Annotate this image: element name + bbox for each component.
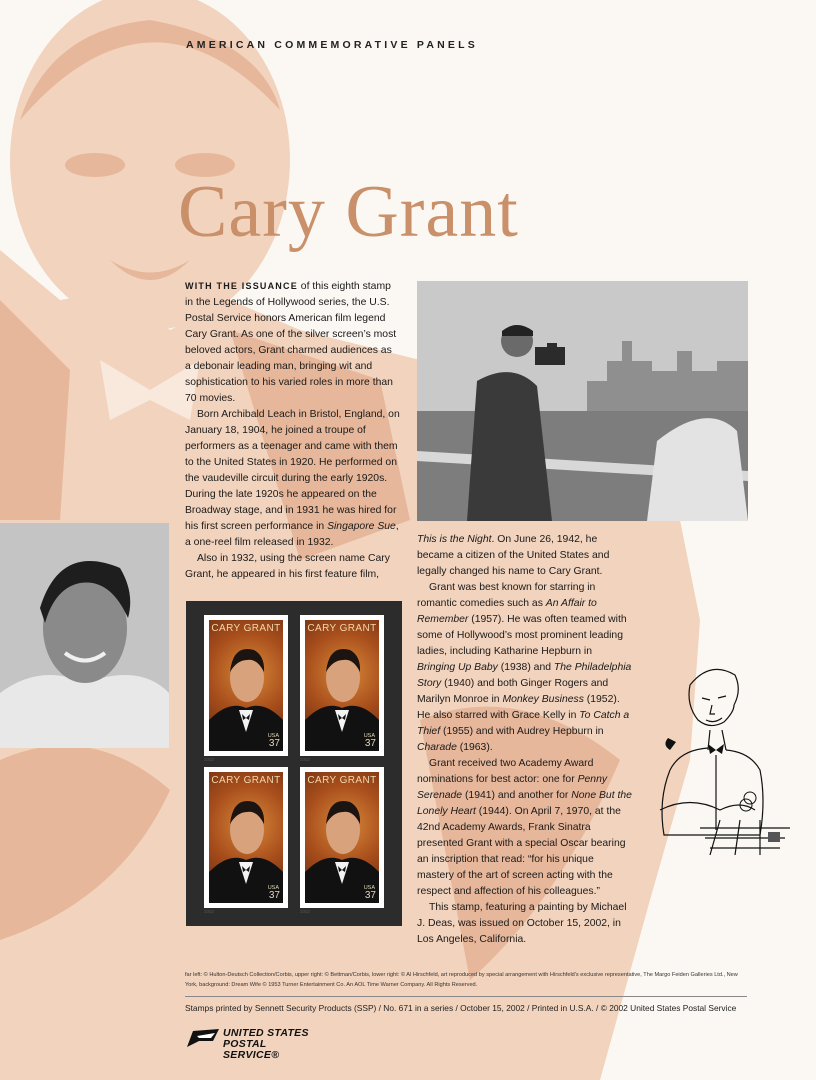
eagle-icon xyxy=(185,1027,219,1049)
stamp-image xyxy=(305,620,379,751)
usps-wordmark xyxy=(223,1028,325,1061)
film-title: This is the Night xyxy=(417,534,492,545)
comedies-paragraph xyxy=(417,580,632,756)
film-title: None But the Lonely Heart xyxy=(417,790,632,817)
citizenship-text: . On June 26, 1942, he became a citizen of the United States and legally changed his name to Cary Grant. xyxy=(417,534,610,577)
biography-text: Born Archibald Leach in Bristol, England, on January 18, 1904, he joined a troupe of performers as a teenager and came with them to the United States in 1920. He performed on the vaudeville circuit during the early 1920s. During the late 1920s he appeared on the Broadway stage, and in 1931 he was hired for his first screen performance in xyxy=(185,409,400,532)
photo-smiling-portrait xyxy=(0,523,169,748)
comedies-text: (1963). xyxy=(456,742,493,753)
film-title: Penny Serenade xyxy=(417,774,608,801)
biography-paragraph xyxy=(185,407,400,551)
stamp-year: 2002 xyxy=(300,909,311,914)
stamp-portrait xyxy=(209,620,283,751)
usps-line-1: UNITED STATES xyxy=(223,1027,309,1039)
photo-credits: far left: © Hulton-Deutsch Collection/Corbis, upper right: © Bettman/Corbis, lower right: © Al Hirschfeld, art reproduced by special arrangement with Hirschfeld’s exclusive representative, The Margo Feiden Galleries Ltd., New York, background: Dream Wife © 1953 Turner Entertainment Co. An AOL Time Warner Company. All Rights Reserved. xyxy=(185,972,738,988)
stamp-name: CARY GRANT xyxy=(211,623,281,634)
right-text-column xyxy=(417,532,632,948)
stamp xyxy=(300,615,384,762)
stamp-name: CARY GRANT xyxy=(211,775,281,786)
film-title: Singapore Sue xyxy=(327,521,396,532)
stamp-country: USA xyxy=(267,885,279,891)
stamp-country: USA xyxy=(267,733,279,739)
stamp-portrait xyxy=(209,772,283,903)
stamp xyxy=(204,767,288,914)
stamp-issue-paragraph: This stamp, featuring a painting by Michael J. Deas, was issued on October 15, 2002, in Los Angeles, California. xyxy=(417,902,627,945)
comedies-text: (1957). He was often teamed with some of Hollywood’s most prominent leading ladies, including Katharine Hepburn in xyxy=(417,614,627,657)
stamp xyxy=(204,615,288,762)
left-text-column xyxy=(185,278,400,583)
series-header: AMERICAN COMMEMORATIVE PANELS xyxy=(186,39,478,51)
citizenship-paragraph xyxy=(417,532,632,580)
lead-in: WITH THE ISSUANCE xyxy=(185,281,298,291)
stamp-portrait xyxy=(305,772,379,903)
film-title: Monkey Business xyxy=(502,694,584,705)
photo-camera-on-ship xyxy=(417,281,748,521)
usps-logo xyxy=(185,1027,325,1061)
stamp-year: 2002 xyxy=(204,757,215,762)
film-title: To Catch a Thief xyxy=(417,710,630,737)
stamp-image xyxy=(209,772,283,903)
stamp-block xyxy=(186,601,402,926)
awards-paragraph xyxy=(417,756,632,900)
stamp-denomination: 37 xyxy=(268,890,280,901)
stamp-image xyxy=(305,772,379,903)
film-title: An Affair to Remember xyxy=(417,598,597,625)
stamp-year: 2002 xyxy=(204,909,215,914)
stamp-denomination: 37 xyxy=(364,890,376,901)
stamp-denomination: 37 xyxy=(364,738,376,749)
film-title: Bringing Up Baby xyxy=(417,662,498,673)
page-title: Cary Grant xyxy=(178,171,519,253)
comedies-text: (1955) and with Audrey Hepburn in xyxy=(440,726,604,737)
stamp-country: USA xyxy=(363,885,375,891)
comedies-text: (1940) and both Ginger Rogers and Marilyn Monroe in xyxy=(417,678,609,705)
film-title: Charade xyxy=(417,742,457,753)
awards-text: Grant received two Academy Award nominations for best actor: one for xyxy=(417,758,594,785)
stamp-year: 2002 xyxy=(300,757,311,762)
awards-text: (1944). On April 7, 1970, at the 42nd Academy Awards, Frank Sinatra presented Grant with a special Oscar bearing an inscription that read: “for his unique mastery of the art of screen acting with the respect and affection of his colleagues.” xyxy=(417,806,626,897)
stamp-name: CARY GRANT xyxy=(307,775,377,786)
film-title: The Philadelphia Story xyxy=(417,662,632,689)
intro-text: of this eighth stamp in the Legends of Hollywood series, the U.S. Postal Service honors American film legend Cary Grant. As one of the silver screen’s most beloved actors, Grant charmed audiences as a debonair leading man, bringing wit and sophistication to his varied roles in more than 70 movies. xyxy=(185,281,397,404)
comedies-text: (1938) and xyxy=(497,662,554,673)
hirschfeld-caricature xyxy=(650,660,790,855)
footer-divider xyxy=(185,996,747,997)
awards-text: (1941) and another for xyxy=(462,790,572,801)
stamp-portrait xyxy=(305,620,379,751)
intro-paragraph xyxy=(185,278,400,407)
comedies-text: Grant was best known for starring in romantic comedies such as xyxy=(417,582,596,609)
stamp-denomination: 37 xyxy=(268,738,280,749)
printing-info: Stamps printed by Sennett Security Products (SSP) / No. 671 in a series / October 15, 2002 / Printed in U.S.A. / © 2002 United States Postal Service xyxy=(185,1003,737,1013)
stamp-image xyxy=(209,620,283,751)
stamp-name: CARY GRANT xyxy=(307,623,377,634)
usps-line-2: POSTAL SERVICE® xyxy=(223,1038,280,1061)
feature-film-paragraph: Also in 1932, using the screen name Cary Grant, he appeared in his first feature film, xyxy=(185,553,390,580)
comedies-text: (1952). He also starred with Grace Kelly in xyxy=(417,694,620,721)
stamp xyxy=(300,767,384,914)
stamp-country: USA xyxy=(363,733,375,739)
biography-text-end: , a one-reel film released in 1932. xyxy=(185,521,399,548)
